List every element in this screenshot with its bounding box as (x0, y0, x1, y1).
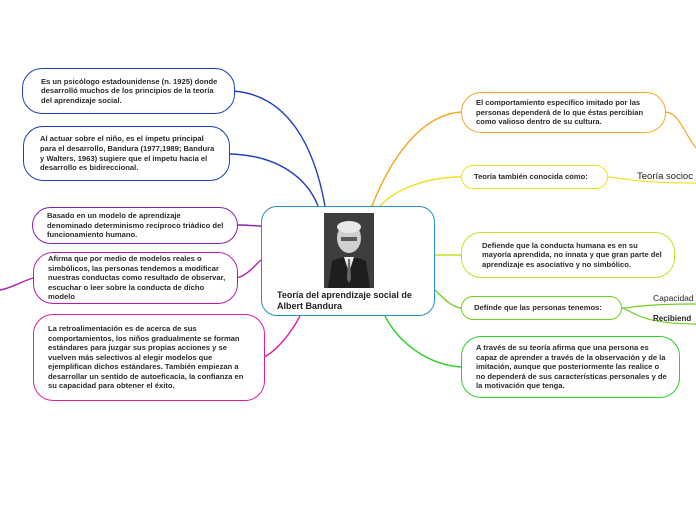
right-node-personas[interactable] (461, 296, 622, 320)
right-node-conducta-text: Defiende que la conducta humana es en su mayoría aprendida, no innata y que gran parte del aprendizaje es asociativo y no simbólico. (482, 240, 662, 269)
left-node-determinismo-text: Basado en un modelo de aprendizaje denominado determinismo recíproco triádico del funcionamiento humano. (47, 211, 224, 240)
right-node-teoria-text: Teoría también conocida como: (474, 172, 588, 182)
left-node-retroalimentacion-text: La retroalimentación es de acerca de sus comportamientos, los niños gradualmente se forman estándares para juzgar sus propias acciones y se vuelven más selectivos al elegir modelos que ejemplifican dichos estándares. También empiezan a desarrollar un sentido de autoeficacia, la confianza en su capacidad para obtener el éxito. (48, 323, 244, 391)
left-node-impetu[interactable] (23, 126, 230, 181)
right-node-observacion[interactable] (461, 336, 680, 398)
connector-orange-out (666, 112, 696, 148)
connector-left-2 (229, 154, 318, 206)
portrait-photo (324, 213, 374, 288)
left-node-determinismo[interactable] (32, 207, 238, 244)
sub-label-teoria[interactable]: Teoría socioc (637, 171, 693, 182)
connector-right-5 (385, 316, 461, 367)
connector-right-2 (380, 177, 461, 206)
right-node-personas-text: Defínde que las personas tenemos: (474, 303, 602, 313)
left-node-psicologo[interactable] (22, 68, 235, 114)
connector-right-1 (372, 112, 461, 206)
connector-left-3 (237, 225, 261, 226)
right-node-conducta[interactable] (461, 232, 675, 278)
right-node-teoria[interactable] (461, 165, 608, 189)
connector-left-4-out (0, 278, 33, 290)
connector-left-4 (237, 260, 261, 278)
central-title: Teoría del aprendizaje social de Albert Bandura (277, 290, 412, 311)
right-node-observacion-text: A través de su teoría afirma que una persona es capaz de aprender a través de la observación y de la imitación, aunque que posteriormente las realice o no dependerá de sus características personales y de la motivación que tenga. (476, 343, 667, 391)
left-node-retroalimentacion[interactable] (33, 314, 265, 401)
left-node-modelos[interactable] (33, 252, 238, 304)
connector-left-1 (233, 91, 325, 206)
left-node-psicologo-text: Es un psicólogo estadounidense (n. 1925) donde desarrolló muchos de los principios de la teoría del aprendizaje social. (41, 76, 218, 105)
sub-label-capacidad[interactable]: Capacidad (653, 293, 694, 303)
connector-right-4 (435, 290, 461, 308)
left-node-modelos-text: Afirma que por medio de modelos reales o simbólicos, las personas tendemos a modificar nuestras conductas como resultado de observar, escuchar o leer sobre la conducta de dicho modelo (48, 254, 226, 302)
connector-green-cap (622, 304, 696, 308)
left-node-impetu-text: Al actuar sobre el niño, es el ímpetu principal para el desarrollo, Bandura (1977,1989; Bandura y Walters, 1963) sugiere que el ímpetu hacia el desarrollo es bidireccional. (40, 134, 215, 173)
central-node[interactable] (261, 206, 435, 316)
right-node-comportamiento[interactable] (461, 92, 666, 133)
sub-label-recibiendo[interactable]: Recibiend (653, 314, 692, 323)
connector-left-5 (264, 316, 300, 357)
right-node-comportamiento-text: El comportamiento específico imitado por las personas dependerá de lo que éstas percibían como valioso dentro de su cultura. (476, 98, 644, 127)
